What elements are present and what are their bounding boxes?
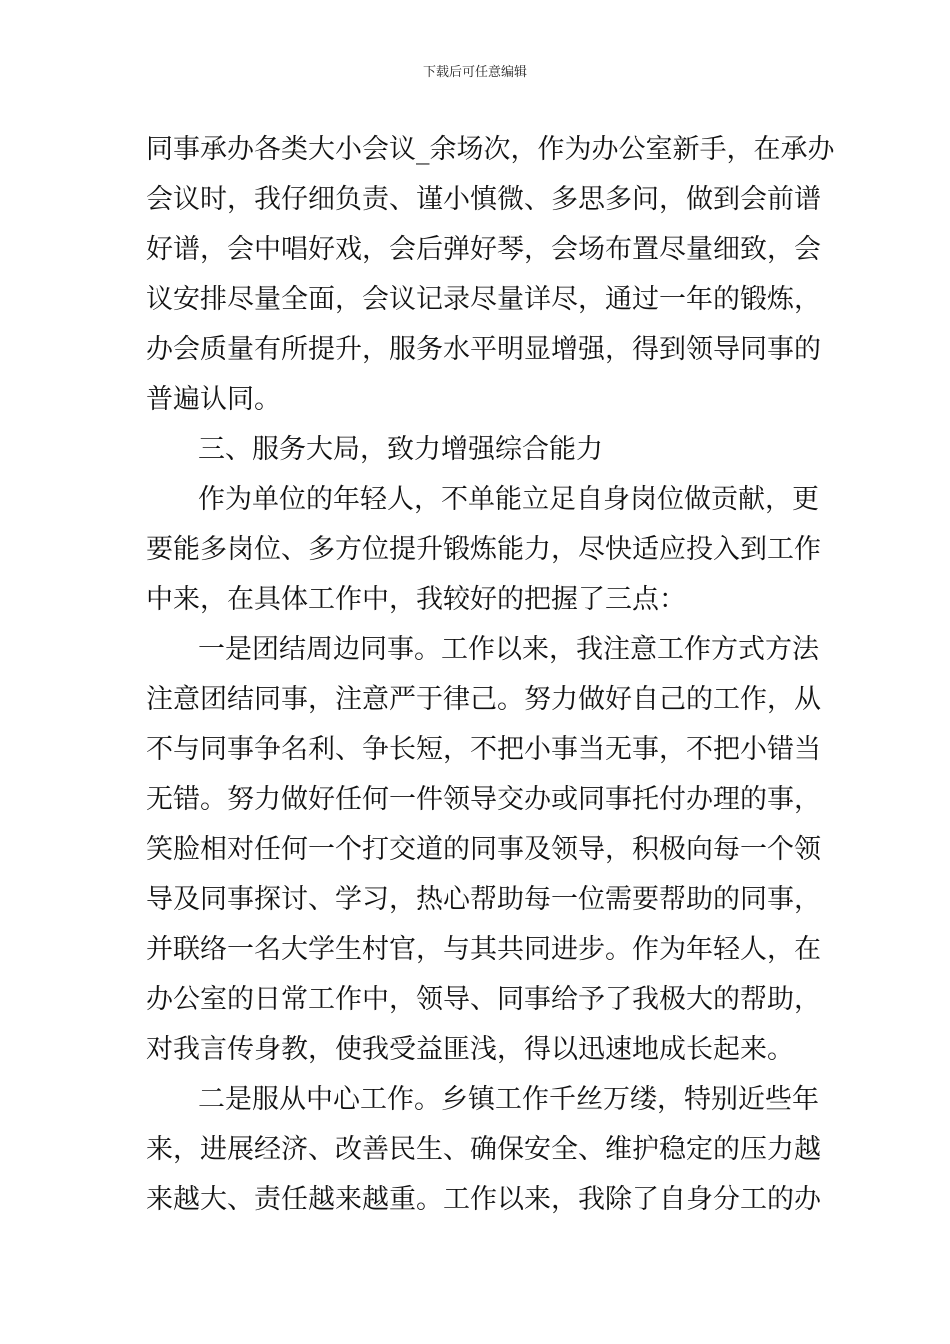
text-line: 对我言传身教，使我受益匪浅，得以迅速地成长起来。 — [146, 1034, 794, 1065]
text-line: 导及同事探讨、学习，热心帮助每一位需要帮助的同事， — [146, 884, 821, 915]
text-line: 中来，在具体工作中，我较好的把握了三点： — [146, 584, 686, 615]
page-header: 下载后可任意编辑 — [422, 65, 527, 80]
document-body — [146, 125, 835, 1225]
text-line: 笑脸相对任何一个打交道的同事及领导，积极向每一个领 — [146, 834, 821, 865]
text-line: 来，进展经济、改善民生、确保安全、维护稳定的压力越 — [146, 1134, 821, 1165]
text-line: 不与同事争名利、争长短，不把小事当无事，不把小错当 — [146, 734, 821, 765]
text-line: 并联络一名大学生村官，与其共同进步。作为年轻人，在 — [146, 934, 821, 965]
text-line: 要能多岗位、多方位提升锻炼能力，尽快适应投入到工作 — [146, 534, 821, 565]
text-line: 注意团结同事，注意严于律己。努力做好自己的工作，从 — [146, 684, 821, 715]
text-line: 无错。努力做好任何一件领导交办或同事托付办理的事， — [146, 784, 821, 815]
text-line: 二是服从中心工作。乡镇工作千丝万缕，特别近些年 — [198, 1084, 819, 1115]
text-line: 会议时，我仔细负责、谨小慎微、多思多问，做到会前谱 — [146, 184, 821, 215]
text-line: 同事承办各类大小会议_余场次，作为办公室新手，在承办 — [146, 134, 835, 165]
text-line: 议安排尽量全面，会议记录尽量详尽，通过一年的锻炼， — [146, 284, 821, 315]
text-line: 普遍认同。 — [146, 384, 281, 415]
text-line: 作为单位的年轻人，不单能立足自身岗位做贡献，更 — [198, 484, 819, 515]
text-line: 一是团结周边同事。工作以来，我注意工作方式方法 — [198, 634, 819, 665]
text-line: 办公室的日常工作中，领导、同事给予了我极大的帮助， — [146, 984, 821, 1015]
text-line: 好谱，会中唱好戏，会后弹好琴，会场布置尽量细致，会 — [146, 234, 821, 265]
text-line: 办会质量有所提升，服务水平明显增强，得到领导同事的 — [146, 334, 821, 365]
section-heading: 三、服务大局，致力增强综合能力 — [198, 434, 603, 465]
text-line: 来越大、责任越来越重。工作以来，我除了自身分工的办 — [146, 1184, 821, 1215]
